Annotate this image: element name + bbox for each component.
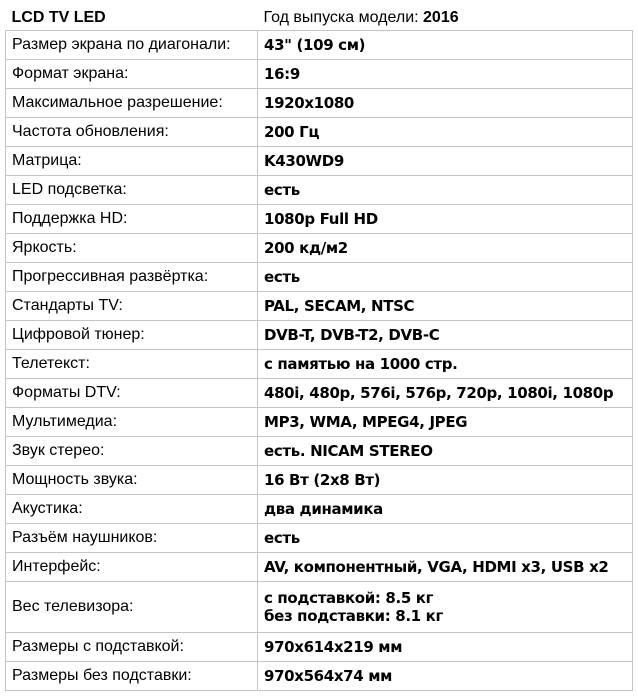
spec-value: есть	[258, 176, 633, 205]
spec-label: Акустика:	[6, 495, 258, 524]
table-row	[6, 292, 633, 321]
spec-value: PAL, SECAM, NTSC	[258, 292, 633, 321]
spec-value: 970x564x74 мм	[258, 662, 633, 691]
table-row	[6, 633, 633, 662]
table-header-row	[6, 5, 633, 31]
spec-label: Телетекст:	[6, 350, 258, 379]
table-row	[6, 408, 633, 437]
spec-label: Звук стерео:	[6, 437, 258, 466]
table-row	[6, 60, 633, 89]
table-row	[6, 524, 633, 553]
table-row	[6, 437, 633, 466]
spec-value: 1080p Full HD	[258, 205, 633, 234]
tv-specs-table	[5, 5, 633, 691]
spec-label: Прогрессивная развёртка:	[6, 263, 258, 292]
spec-value: два динамика	[258, 495, 633, 524]
spec-label: Матрица:	[6, 147, 258, 176]
spec-label: Разъём наушников:	[6, 524, 258, 553]
spec-label: Формат экрана:	[6, 60, 258, 89]
table-row	[6, 321, 633, 350]
spec-value	[258, 582, 633, 633]
table-row	[6, 31, 633, 60]
table-row	[6, 205, 633, 234]
spec-value: есть. NICAM STEREO	[258, 437, 633, 466]
table-row	[6, 263, 633, 292]
spec-label: Размеры с подставкой:	[6, 633, 258, 662]
spec-value: 16:9	[258, 60, 633, 89]
spec-value: есть	[258, 263, 633, 292]
spec-value: K430WD9	[258, 147, 633, 176]
table-row	[6, 350, 633, 379]
spec-value: DVB-T, DVB-T2, DVB-C	[258, 321, 633, 350]
table-row	[6, 582, 633, 633]
spec-label: Частота обновления:	[6, 118, 258, 147]
table-row	[6, 495, 633, 524]
spec-value: 1920x1080	[258, 89, 633, 118]
spec-label: Максимальное разрешение:	[6, 89, 258, 118]
spec-value: 43" (109 см)	[258, 31, 633, 60]
spec-label: Размер экрана по диагонали:	[6, 31, 258, 60]
table-row	[6, 118, 633, 147]
spec-value: 200 кд/м2	[258, 234, 633, 263]
spec-value: AV, компонентный, VGA, HDMI x3, USB x2	[258, 553, 633, 582]
model-year-label: Год выпуска модели:	[263, 8, 419, 26]
table-row	[6, 176, 633, 205]
spec-label: Яркость:	[6, 234, 258, 263]
spec-label: Стандарты TV:	[6, 292, 258, 321]
table-row	[6, 379, 633, 408]
spec-value-line: с подставкой: 8.5 кг	[264, 589, 434, 607]
table-row	[6, 89, 633, 118]
spec-value: 200 Гц	[258, 118, 633, 147]
table-title: LCD TV LED	[6, 5, 258, 31]
table-row	[6, 147, 633, 176]
spec-value: 16 Вт (2x8 Вт)	[258, 466, 633, 495]
spec-value: есть	[258, 524, 633, 553]
spec-label: Форматы DTV:	[6, 379, 258, 408]
spec-value: 970x614x219 мм	[258, 633, 633, 662]
model-year-value: 2016	[423, 8, 459, 26]
spec-label: LED подсветка:	[6, 176, 258, 205]
spec-label: Мощность звука:	[6, 466, 258, 495]
spec-label: Вес телевизора:	[6, 582, 258, 633]
table-row	[6, 662, 633, 691]
spec-label: Цифровой тюнер:	[6, 321, 258, 350]
spec-value: 480i, 480p, 576i, 576p, 720p, 1080i, 1080p	[258, 379, 633, 408]
spec-value: MP3, WMA, MPEG4, JPEG	[258, 408, 633, 437]
spec-label: Размеры без подставки:	[6, 662, 258, 691]
spec-label: Поддержка HD:	[6, 205, 258, 234]
spec-label: Интерфейс:	[6, 553, 258, 582]
spec-value-line: без подставки: 8.1 кг	[264, 607, 443, 625]
table-row	[6, 553, 633, 582]
table-row	[6, 466, 633, 495]
spec-value: с памятью на 1000 стр.	[258, 350, 633, 379]
spec-label: Мультимедиа:	[6, 408, 258, 437]
model-year	[258, 5, 633, 31]
table-row	[6, 234, 633, 263]
